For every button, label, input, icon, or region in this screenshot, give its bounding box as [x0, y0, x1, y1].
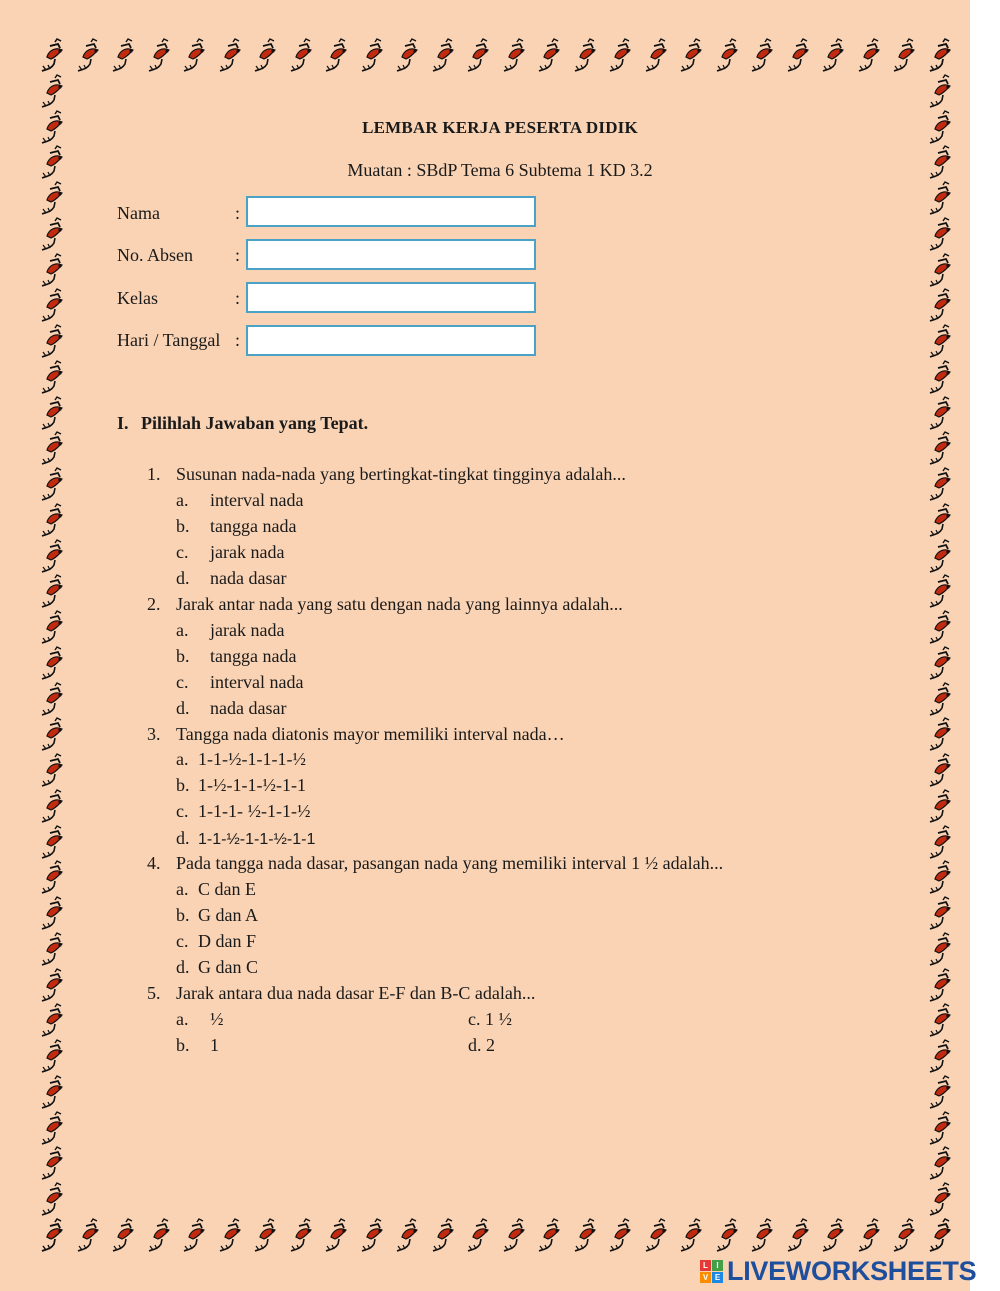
border-ornament-icon	[926, 825, 954, 859]
question	[147, 983, 535, 1004]
option	[176, 620, 284, 641]
border-ornament-icon	[393, 38, 421, 72]
border-ornament-icon	[819, 1218, 847, 1252]
question-number: 4.	[147, 853, 161, 873]
option-text: nada dasar	[210, 698, 287, 718]
page-title: LEMBAR KERJA PESERTA DIDIK	[362, 118, 638, 137]
option-letter: a.	[176, 1009, 189, 1029]
border-ornament-icon	[713, 38, 741, 72]
liveworksheets-logo[interactable]	[700, 1257, 976, 1285]
option-text: tangga nada	[210, 646, 297, 666]
question-number: 5.	[147, 983, 161, 1003]
option	[176, 957, 258, 978]
border-ornament-icon	[926, 717, 954, 751]
question	[147, 594, 623, 615]
option	[176, 698, 286, 719]
border-ornament-icon	[926, 288, 954, 322]
border-ornament-icon	[109, 38, 137, 72]
border-ornament-icon	[606, 38, 634, 72]
border-ornament-icon	[855, 38, 883, 72]
question-text: Pada tangga nada dasar, pasangan nada yang memiliki interval 1 ½ adalah...	[176, 853, 724, 873]
border-ornament-icon	[926, 396, 954, 430]
border-ornament-icon	[926, 646, 954, 680]
logo-letter: V	[700, 1272, 711, 1283]
border-ornament-icon	[748, 1218, 776, 1252]
option-text: interval nada	[210, 672, 304, 692]
border-ornament-icon	[677, 1218, 705, 1252]
logo-letter: L	[700, 1260, 711, 1271]
option-text: 1	[210, 1035, 219, 1055]
border-ornament-icon	[926, 1075, 954, 1109]
border-ornament-icon	[926, 574, 954, 608]
border-ornament-icon	[38, 467, 66, 501]
border-ornament-icon	[145, 38, 173, 72]
section-heading	[117, 413, 368, 434]
border-ornament-icon	[358, 1218, 386, 1252]
border-top	[38, 38, 954, 72]
field-colon: :	[235, 245, 241, 265]
border-ornament-icon	[571, 1218, 599, 1252]
border-ornament-icon	[926, 682, 954, 716]
border-ornament-icon	[642, 1218, 670, 1252]
border-ornament-icon	[429, 38, 457, 72]
option-text: interval nada	[210, 490, 304, 510]
option	[176, 879, 256, 900]
border-ornament-icon	[216, 1218, 244, 1252]
option-text: nada dasar	[210, 568, 287, 588]
border-ornament-icon	[535, 1218, 563, 1252]
option-text: 1-½-1-1-½-1-1	[198, 775, 306, 795]
border-ornament-icon	[38, 896, 66, 930]
border-right	[926, 38, 954, 1252]
border-ornament-icon	[926, 1003, 954, 1037]
option-text: ½	[210, 1009, 224, 1029]
option-text: 1-1-½-1-1-½-1-1	[198, 831, 316, 848]
border-ornament-icon	[145, 1218, 173, 1252]
border-ornament-icon	[38, 825, 66, 859]
border-ornament-icon	[38, 610, 66, 644]
border-ornament-icon	[251, 38, 279, 72]
border-ornament-icon	[464, 1218, 492, 1252]
option	[176, 490, 303, 511]
border-ornament-icon	[429, 1218, 457, 1252]
logo-mark	[700, 1260, 723, 1283]
option-letter: b.	[176, 775, 190, 795]
question-text: Jarak antar nada yang satu dengan nada yang lainnya adalah...	[176, 594, 623, 614]
border-ornament-icon	[855, 1218, 883, 1252]
option-letter: d.	[176, 568, 190, 588]
border-ornament-icon	[38, 1182, 66, 1216]
border-ornament-icon	[180, 1218, 208, 1252]
border-ornament-icon	[38, 503, 66, 537]
question-text: Tangga nada diatonis mayor memiliki interval nada…	[176, 724, 565, 744]
option-letter: c.	[176, 542, 189, 562]
border-ornament-icon	[287, 1218, 315, 1252]
option-text: c. 1 ½	[468, 1009, 512, 1029]
option-letter: c.	[176, 672, 189, 692]
border-left	[38, 38, 66, 1252]
option-letter: b.	[176, 1035, 190, 1055]
border-ornament-icon	[926, 1111, 954, 1145]
option-letter: d.	[176, 957, 190, 977]
option-letter: a.	[176, 879, 189, 899]
field-label-kelas: Kelas	[117, 288, 158, 308]
border-ornament-icon	[926, 38, 954, 72]
option-text: jarak nada	[210, 542, 285, 562]
option-text: jarak nada	[210, 620, 285, 640]
option-letter: b.	[176, 646, 190, 666]
border-ornament-icon	[926, 324, 954, 358]
border-ornament-icon	[38, 1075, 66, 1109]
border-ornament-icon	[642, 38, 670, 72]
border-ornament-icon	[38, 431, 66, 465]
option-letter: d.	[176, 698, 190, 718]
border-ornament-icon	[748, 38, 776, 72]
border-ornament-icon	[38, 396, 66, 430]
field-label-tanggal: Hari / Tanggal	[117, 330, 221, 350]
border-ornament-icon	[677, 38, 705, 72]
border-ornament-icon	[38, 1111, 66, 1145]
option	[176, 646, 296, 667]
border-ornament-icon	[38, 968, 66, 1002]
option	[176, 905, 258, 926]
border-ornament-icon	[500, 1218, 528, 1252]
option-letter: b.	[176, 516, 190, 536]
border-ornament-icon	[926, 1182, 954, 1216]
option-text: d. 2	[468, 1035, 495, 1055]
option-text: 1-1-½-1-1-1-½	[198, 749, 306, 769]
nama-input[interactable]	[246, 196, 536, 227]
border-ornament-icon	[38, 682, 66, 716]
option	[176, 672, 303, 693]
border-ornament-icon	[38, 1039, 66, 1073]
border-ornament-icon	[926, 253, 954, 287]
border-ornament-icon	[606, 1218, 634, 1252]
border-ornament-icon	[38, 253, 66, 287]
border-ornament-icon	[38, 646, 66, 680]
border-ornament-icon	[890, 38, 918, 72]
border-ornament-icon	[38, 717, 66, 751]
border-ornament-icon	[38, 360, 66, 394]
question	[147, 464, 626, 485]
border-ornament-icon	[926, 968, 954, 1002]
option	[176, 775, 306, 796]
section-title: Pilihlah Jawaban yang Tepat.	[141, 413, 369, 433]
border-ornament-icon	[358, 38, 386, 72]
option	[176, 516, 296, 537]
field-colon: :	[235, 203, 241, 223]
border-ornament-icon	[180, 38, 208, 72]
border-ornament-icon	[38, 324, 66, 358]
section-number: I.	[117, 413, 129, 433]
option-text: G dan C	[198, 957, 258, 977]
option-letter: c.	[176, 931, 189, 951]
option	[176, 828, 315, 849]
border-ornament-icon	[464, 38, 492, 72]
question-number: 2.	[147, 594, 161, 614]
option-text: 1-1-1- ½-1-1-½	[198, 801, 311, 821]
border-ornament-icon	[926, 1039, 954, 1073]
border-ornament-icon	[535, 38, 563, 72]
border-ornament-icon	[926, 610, 954, 644]
field-label-nama: Nama	[117, 203, 160, 223]
option-text: G dan A	[198, 905, 258, 925]
logo-letter: I	[712, 1260, 723, 1271]
logo-letter: E	[712, 1272, 723, 1283]
border-ornament-icon	[926, 860, 954, 894]
option	[176, 1009, 224, 1030]
border-ornament-icon	[926, 1218, 954, 1252]
border-ornament-icon	[74, 38, 102, 72]
option	[176, 749, 306, 770]
option-letter: c.	[176, 801, 189, 821]
border-ornament-icon	[38, 217, 66, 251]
border-ornament-icon	[713, 1218, 741, 1252]
border-ornament-icon	[38, 753, 66, 787]
tanggal-input[interactable]	[246, 325, 536, 356]
option	[176, 801, 310, 822]
border-ornament-icon	[322, 38, 350, 72]
absen-input[interactable]	[246, 239, 536, 270]
border-ornament-icon	[926, 431, 954, 465]
option-letter: a.	[176, 620, 189, 640]
border-ornament-icon	[38, 181, 66, 215]
border-ornament-icon	[571, 38, 599, 72]
option-letter: a.	[176, 490, 189, 510]
border-ornament-icon	[216, 38, 244, 72]
border-ornament-icon	[500, 38, 528, 72]
border-ornament-icon	[38, 74, 66, 108]
border-ornament-icon	[926, 539, 954, 573]
field-label-absen: No. Absen	[117, 245, 193, 265]
option-letter: b.	[176, 905, 190, 925]
field-colon: :	[235, 288, 241, 308]
border-ornament-icon	[38, 1218, 66, 1252]
question	[147, 853, 723, 874]
border-ornament-icon	[819, 38, 847, 72]
border-ornament-icon	[784, 1218, 812, 1252]
border-ornament-icon	[890, 1218, 918, 1252]
border-ornament-icon	[322, 1218, 350, 1252]
border-ornament-icon	[38, 574, 66, 608]
border-ornament-icon	[38, 539, 66, 573]
kelas-input[interactable]	[246, 282, 536, 313]
border-ornament-icon	[926, 467, 954, 501]
border-ornament-icon	[926, 74, 954, 108]
question-number: 1.	[147, 464, 161, 484]
option	[176, 568, 286, 589]
logo-text: LIVEWORKSHEETS	[727, 1255, 977, 1286]
question-text: Susunan nada-nada yang bertingkat-tingkat tingginya adalah...	[176, 464, 626, 484]
question-text: Jarak antara dua nada dasar E-F dan B-C adalah...	[176, 983, 536, 1003]
border-ornament-icon	[926, 896, 954, 930]
option	[468, 1009, 512, 1030]
question	[147, 724, 565, 745]
border-ornament-icon	[38, 1003, 66, 1037]
border-ornament-icon	[38, 288, 66, 322]
border-ornament-icon	[926, 1146, 954, 1180]
border-ornament-icon	[251, 1218, 279, 1252]
border-ornament-icon	[926, 789, 954, 823]
border-ornament-icon	[38, 38, 66, 72]
border-ornament-icon	[926, 217, 954, 251]
border-ornament-icon	[38, 789, 66, 823]
border-ornament-icon	[393, 1218, 421, 1252]
option	[468, 1035, 495, 1056]
border-ornament-icon	[38, 1146, 66, 1180]
question-number: 3.	[147, 724, 161, 744]
option-text: C dan E	[198, 879, 256, 899]
field-colon: :	[235, 330, 241, 350]
border-ornament-icon	[784, 38, 812, 72]
border-bottom	[38, 1218, 954, 1252]
border-ornament-icon	[926, 932, 954, 966]
option	[176, 1035, 219, 1056]
option-text: tangga nada	[210, 516, 297, 536]
border-ornament-icon	[74, 1218, 102, 1252]
border-ornament-icon	[38, 860, 66, 894]
option-text: D dan F	[198, 931, 256, 951]
option-letter: a.	[176, 749, 189, 769]
option-letter: d.	[176, 828, 190, 848]
border-ornament-icon	[38, 932, 66, 966]
page-subtitle: Muatan : SBdP Tema 6 Subtema 1 KD 3.2	[347, 160, 653, 180]
border-ornament-icon	[287, 38, 315, 72]
border-ornament-icon	[926, 753, 954, 787]
border-ornament-icon	[926, 360, 954, 394]
option	[176, 931, 256, 952]
option	[176, 542, 284, 563]
border-ornament-icon	[926, 181, 954, 215]
border-ornament-icon	[926, 503, 954, 537]
border-ornament-icon	[109, 1218, 137, 1252]
